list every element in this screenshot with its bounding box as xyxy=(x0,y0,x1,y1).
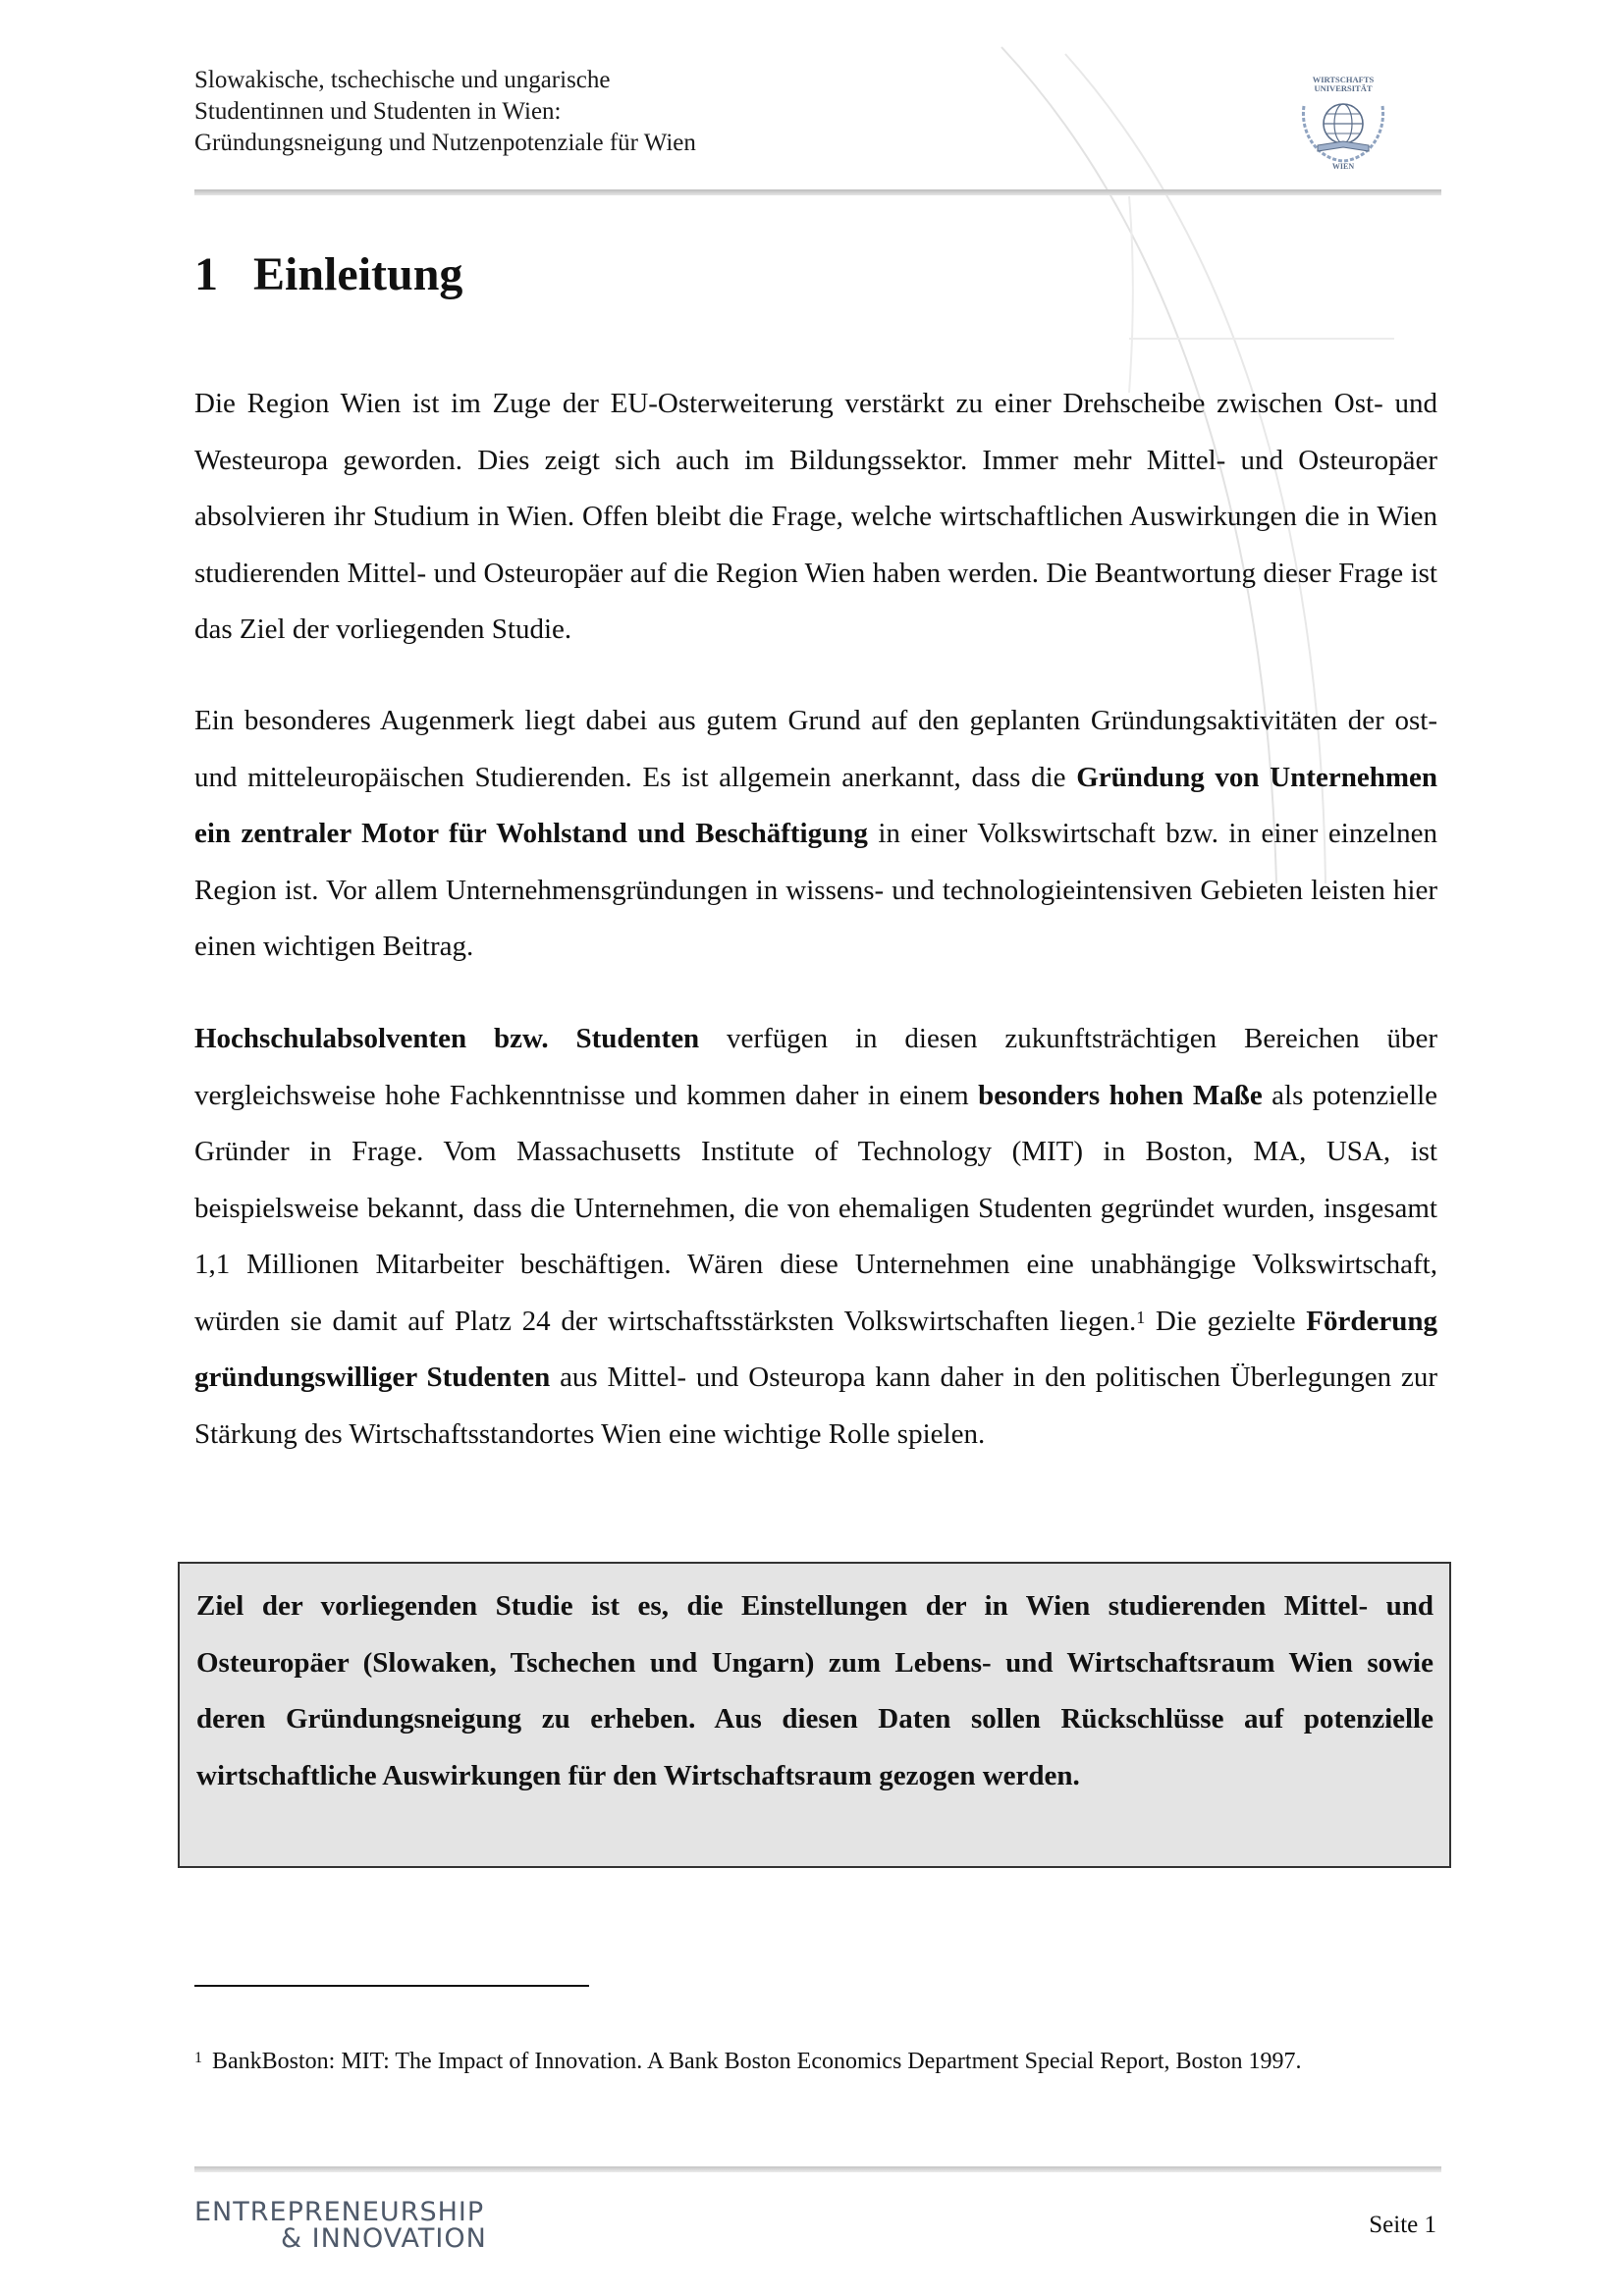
entrepreneurship-innovation-logo xyxy=(194,2199,518,2254)
section-heading xyxy=(194,245,462,304)
paragraph-3-bold-a: Hochschulabsolventen bzw. Studenten xyxy=(194,1023,700,1054)
header-line-3: Gründungsneigung und Nutzenpotenziale für Wien xyxy=(194,130,696,156)
study-goal-box xyxy=(178,1562,1451,1868)
paragraph-2-text-c: in einer Volkswirtschaft bzw. in einer einzelnen Region ist. Vor allem Unternehmensgründungen in wissens- und technologieintensiven Gebieten leisten hier einen wichtigen Beitrag. xyxy=(194,818,1437,962)
logo-text-line-3: WIEN xyxy=(1331,162,1355,171)
paragraph-3-text-g: aus Mittel- und Osteuropa kann daher in den politischen Überlegungen zur Stärkung des Wirtschaftsstandortes Wien eine wichtige Rolle spielen. xyxy=(194,1362,1438,1450)
paragraph-2-bold: Gründung von Unternehmen ein zentraler Motor für Wohlstand und Beschäftigung xyxy=(194,761,1437,849)
paragraph-3-text-e: Die gezielte xyxy=(1145,1305,1307,1337)
section-title: Einleitung xyxy=(253,248,463,300)
study-goal-text: Ziel der vorliegenden Studie ist es, die Einstellungen der in Wien studierenden Mittel- und Osteuropäer (Slowaken, Tschechen und Ungarn) zum Lebens- und Wirtschaftsraum Wien sowie deren Gründungsneigung zu erheben. Aus diesen Daten sollen Rückschlüsse auf potenzielle wirtschaftliche Auswirkungen für den Wirtschaftsraum gezogen werden. xyxy=(196,1590,1434,1791)
logo-text-line-1: WIRTSCHAFTS xyxy=(1312,75,1375,84)
paragraph-3-bold-c: besonders hohen Maße xyxy=(978,1079,1263,1111)
logo-line-1: ENTREPRENEURSHIP xyxy=(194,2197,485,2227)
paragraph-3-bold-f: Förderung gründungswilliger Studenten xyxy=(194,1305,1437,1393)
header-rule xyxy=(194,189,1441,195)
footnote xyxy=(194,2048,1437,2076)
paragraph-3-text-d: als potenzielle Gründer in Frage. Vom Massachusetts Institute of Technology (MIT) in Boston, MA, USA, ist beispielsweise bekannt, dass die Unternehmen, die von ehemaligen Studenten gegründet wurden, insgesamt 1,1 Millionen Mitarbeiter beschäftigen. Wären diese Unternehmen eine unabhängige Volkswirtschaft, würden sie damit auf Platz 24 der wirtschaftsstärksten Volkswirtschaften liegen. xyxy=(194,1079,1437,1337)
paragraph-3 xyxy=(194,1011,1437,1463)
footnote-text: BankBoston: MIT: The Impact of Innovation. A Bank Boston Economics Department Special Report, Boston 1997. xyxy=(212,2049,1302,2074)
logo-text-line-2: UNIVERSITÄT xyxy=(1314,83,1373,93)
paragraph-2 xyxy=(194,693,1437,976)
paragraph-1: Die Region Wien ist im Zuge der EU-Osterweiterung verstärkt zu einer Drehscheibe zwischen Ost- und Westeuropa geworden. Dies zeigt sich auch im Bildungssektor. Immer mehr Mittel- und Osteuropäer absolvieren ihr Studium in Wien. Offen bleibt die Frage, welche wirtschaftlichen Auswirkungen die in Wien studierenden Mittel- und Osteuropäer auf die Region Wien haben werden. Die Beantwortung dieser Frage ist das Ziel der vorliegenden Studie. xyxy=(194,388,1437,645)
footnote-reference[interactable]: 1 xyxy=(1136,1307,1146,1327)
running-header xyxy=(194,65,696,159)
logo-line-2: & INNOVATION xyxy=(281,2223,487,2254)
footer-rule xyxy=(194,2166,1441,2172)
university-logo xyxy=(1288,73,1398,171)
header-line-1: Slowakische, tschechische und ungarische xyxy=(194,67,611,93)
section-number: 1 xyxy=(194,248,218,300)
header-line-2: Studentinnen und Studenten in Wien: xyxy=(194,98,562,125)
page-number: Seite 1 xyxy=(1369,2212,1436,2238)
footnote-separator xyxy=(194,1985,589,1987)
paragraph-2-text-a: Ein besonderes Augenmerk liegt dabei aus gutem Grund auf den geplanten Gründungsaktivitäten der ost- und mitteleuropäischen Studierenden. Es ist allgemein anerkannt, dass die xyxy=(194,705,1437,793)
paragraph-3-text-b: verfügen in diesen zukunftsträchtigen Bereichen über vergleichsweise hohe Fachkenntnisse und kommen daher in einem xyxy=(194,1023,1437,1111)
footnote-mark: 1 xyxy=(194,2050,202,2066)
